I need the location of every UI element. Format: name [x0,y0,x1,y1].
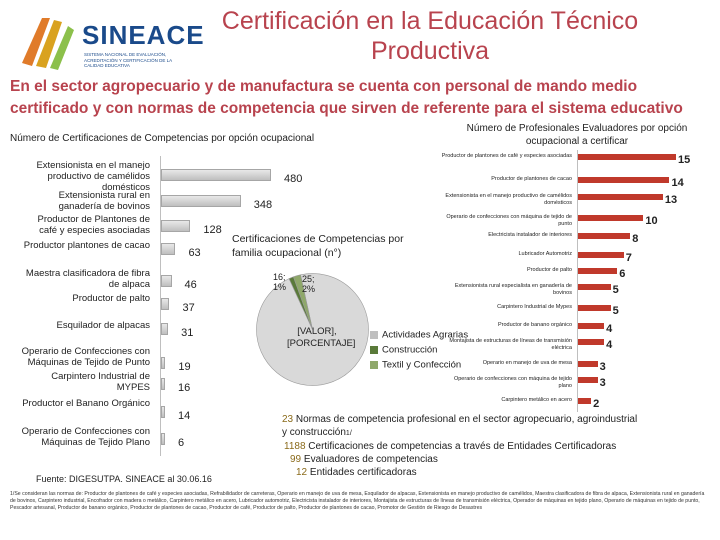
left-bar-label: Operario de Confecciones con Máquinas de Tejido Plano [21,426,150,448]
right-bar-label: Extensionista en el manejo productivo de camélidos domésticos [445,193,572,206]
sineace-logo [10,6,205,78]
summary-line-1 [282,413,710,426]
left-bar-value: 63 [188,247,201,259]
left-bar-value: 37 [182,302,195,314]
right-bar-label: Electricista instalador de interiores [488,232,572,238]
title-line-2: Productiva [370,37,490,65]
page-subtitle [10,76,715,120]
right-bar-label: Extensionista rural especialista en ganadería de bovinos [454,283,572,296]
right-bar [578,233,630,239]
left-bar [161,433,165,445]
left-bar-label: Extensionista en el manejo productivo de camélidos domésticos [36,160,150,193]
logo-wordmark: SINEACE [82,20,205,50]
summary-line-3 [282,440,710,453]
right-bar-label: Productor de plantones de café y especies asociadas [441,153,572,159]
left-bar-label: Esquilador de alpacas [56,320,150,331]
left-bar-value: 14 [178,410,191,422]
left-bar [161,406,165,418]
summary-line-5-number: 12 [296,467,308,478]
right-bar [578,154,676,160]
right-bar-label: Carpintero metálico en acero [501,397,572,403]
right-bar-label: Carpintero Industrial de Mypes [497,304,572,310]
pie-legend-label: Construcción [382,344,438,356]
pie-label-agrarias: [VALOR], [PORCENTAJE] [287,326,356,349]
subtitle-line-1: En el sector agropecuario y de manufactura se cuenta con personal de mando medio [10,78,638,95]
right-chart-title: Número de Profesionales Evaluadores por opción ocupacional a certificar [466,123,688,147]
right-bar [578,194,663,200]
pie-label-construccion: 16; 1% [273,272,287,292]
left-bar-label: Extensionista rural en ganadería de bovinos [58,190,150,212]
left-bar-label: Productor de Plantones de café y especies asociadas [37,214,150,236]
right-bar [578,215,643,221]
summary-line-4-number: 99 [290,454,302,465]
summary-line-5 [282,466,710,479]
left-bar-value: 31 [181,327,194,339]
pie-legend-swatch [370,346,378,354]
left-bar-label: Maestra clasificadora de fibra de alpaca [25,268,150,290]
pie-chart-title: Certificaciones de Competencias por familia ocupacional (n°) [232,233,404,259]
logo-tagline: SISTEMA NACIONAL DE EVALUACIÓN, ACREDITACIÓN Y CERTIFICACIÓN DE LA CALIDAD EDUCATIVA [84,52,172,68]
summary-line-2-sup: 1/ [345,430,352,437]
left-bar-value: 6 [178,437,185,449]
left-bar [161,357,165,369]
pie-label-textil: 25; 2% [302,274,316,294]
right-bar-label: Operario de confecciones con máquina de tejido plano [453,376,572,389]
left-bar-label: Productor de palto [72,293,150,304]
right-bar [578,305,611,311]
right-bar [578,177,669,183]
left-bar-value: 16 [178,382,191,394]
right-bar-value: 5 [612,305,619,317]
summary-line-3-number: 1188 [284,441,306,452]
pie-legend-swatch [370,361,378,369]
right-bar [578,377,598,383]
right-chart-axis [577,150,578,412]
summary-line-2 [282,426,710,440]
right-bar-value: 13 [664,194,678,206]
right-bar-value: 2 [593,398,600,410]
footnote: 1/Se consideran las normas de: Productor de plantones de café y especies asociadas, Refrabilidador de carreteras, Operario en manejo de uva de mesa, Esquilador de alpacas, Extensionista en manejo productivo de camélidos, Maestra clasificadora de fibra de alpaca, Extensionista rural en ganadería de bovinos, Carpintero industrial, Encofrador con madera o metálico, Carpintero metálico en acero, Lubricador automotriz, Electricista instalador de interiores, Montajista de estructuras de líneas de transmisión eléctrica, Operador de máquinas en tejido plano, Operario de máquinas en tejido de punto, Pescador artesanal, Productor de banano orgánico, Productor de plantones de cacao, Productor de café, Productor de palto, Productor de plantones de cacao, Promotor de Gestión de Riesgo de Desastres [10,491,705,511]
summary-line-1-number: 23 [282,414,294,425]
pie-legend-swatch [370,331,378,339]
page-title [200,6,660,66]
right-bar [578,323,604,329]
summary-line-4-text: Evaluadores de competencias [301,454,438,465]
right-bar-label: Operario en manejo de uva de mesa [482,360,572,366]
summary-line-4 [282,453,710,466]
summary-line-2-text: y construcción [282,427,346,438]
summary-block [282,413,710,479]
sineace-logo-mark [12,8,82,78]
summary-line-5-text: Entidades certificadoras [307,467,417,478]
right-bar-value: 15 [678,154,691,166]
right-bar [578,252,624,258]
title-line-1: Certificación en la Educación Técnico [221,7,639,35]
right-bar [578,339,604,345]
right-bar [578,361,598,367]
left-bar-label: Carpintero Industrial de MYPES [51,371,150,393]
left-bar-label: Productor el Banano Orgánico [22,398,150,409]
right-bar-label: Productor de palto [527,267,572,273]
left-bar-value: 480 [284,173,303,185]
left-bar-label: Productor plantones de cacao [23,240,150,251]
right-bar-label: Operario de confecciones con máquina de tejido de punto [446,214,572,227]
right-bar [578,268,617,274]
left-bar-value: 128 [203,224,222,236]
left-bar [161,220,190,232]
right-bar-value: 3 [599,361,606,373]
left-bar-label: Operario de Confecciones con Máquinas de Tejido de Punto [21,346,150,368]
right-bar-label: Productor de plantones de cacao [491,176,572,182]
source-note: Fuente: DIGESUTPA. SINEACE al 30.06.16 [36,474,212,484]
summary-line-3-text: Certificaciones de competencias a través de Entidades Certificadoras [305,441,617,452]
right-bar-label: Productor de banano orgánico [498,322,572,328]
pie-legend-item [370,356,461,374]
left-bar [161,378,165,390]
left-bar-value: 348 [253,199,273,211]
left-bar [161,275,172,287]
right-bar-value: 10 [645,215,658,227]
left-bar-value: 46 [184,279,197,291]
pie-legend-label: Actividades Agrarias [382,329,469,341]
right-bar-value: 3 [599,377,606,389]
left-bar [161,298,169,310]
left-chart-title: Número de Certificaciones de Competencias por opción ocupacional [10,133,315,144]
right-bar-label: Lubricador Automotriz [518,251,572,257]
right-bar-value: 6 [619,268,626,280]
right-bar [578,284,611,290]
left-bar [161,169,271,181]
right-bar-value: 14 [671,177,684,189]
right-bar-value: 4 [606,323,613,335]
subtitle-line-2: certificado y con normas de competencia que sirven de referente para el sistema educativo [10,100,683,117]
right-bar [578,398,591,404]
right-bar-value: 7 [625,252,632,264]
right-bar-value: 5 [612,284,619,296]
right-bar-value: 8 [632,233,639,245]
left-bar [161,323,168,335]
left-bar [161,195,241,207]
summary-line-1-text: Normas de competencia profesional en el sector agropecuario, agroindustrial [293,414,638,425]
right-bar-label: Montajista de estructuras de líneas de transmisión eléctrica [449,338,572,351]
pie-legend-label: Textil y Confección [382,359,462,371]
left-bar-value: 19 [178,361,191,373]
right-bar-value: 4 [606,339,613,351]
left-bar [161,243,175,255]
left-chart-axis [160,156,161,456]
